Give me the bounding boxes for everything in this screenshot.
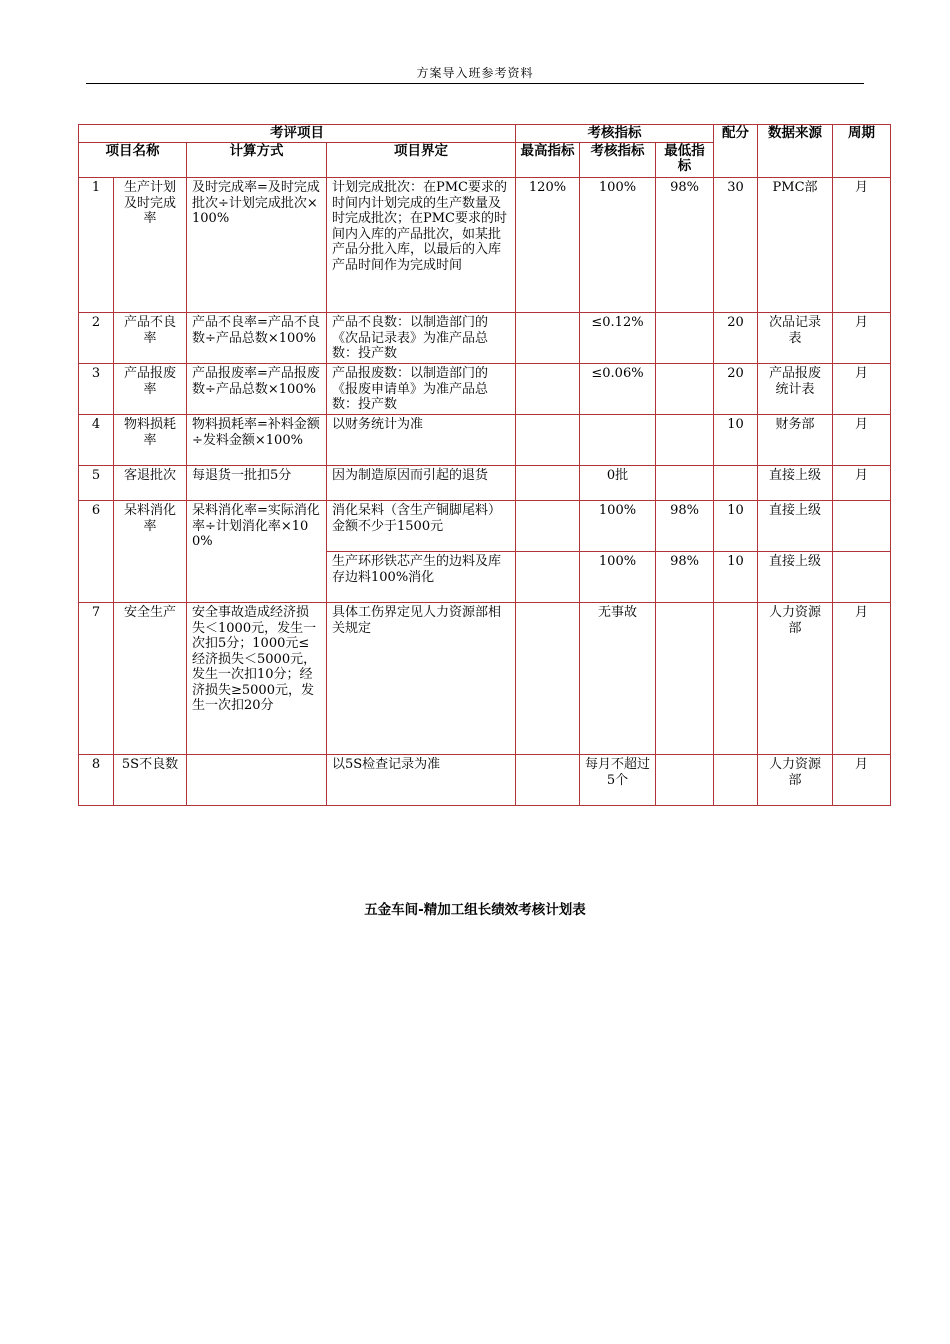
row-target: 无事故 bbox=[580, 603, 656, 755]
row-definition: 生产环形铁芯产生的边料及库存边料100%消化 bbox=[327, 552, 516, 603]
row-period: 月 bbox=[833, 415, 891, 466]
row-definition: 以财务统计为准 bbox=[327, 415, 516, 466]
header-min: 最低指标 bbox=[656, 143, 714, 178]
row-name: 产品报废率 bbox=[114, 364, 187, 415]
row-score: 10 bbox=[714, 415, 758, 466]
row-no: 2 bbox=[79, 313, 114, 364]
row-max bbox=[516, 552, 580, 603]
row-source: 直接上级 bbox=[758, 552, 833, 603]
row-definition: 具体工伤界定见人力资源部相关规定 bbox=[327, 603, 516, 755]
row-max: 120% bbox=[516, 178, 580, 313]
row-period: 月 bbox=[833, 313, 891, 364]
row-max bbox=[516, 755, 580, 806]
row-definition: 以5S检查记录为准 bbox=[327, 755, 516, 806]
row-definition: 因为制造原因而引起的退货 bbox=[327, 466, 516, 501]
row-score: 20 bbox=[714, 313, 758, 364]
row-target: 0批 bbox=[580, 466, 656, 501]
row-no: 6 bbox=[79, 501, 114, 603]
row-score: 10 bbox=[714, 501, 758, 552]
header-method: 计算方式 bbox=[187, 143, 327, 178]
header-item-name: 项目名称 bbox=[79, 143, 187, 178]
row-period: 月 bbox=[833, 755, 891, 806]
table-row bbox=[79, 178, 891, 313]
row-method: 每退货一批扣5分 bbox=[187, 466, 327, 501]
row-name: 5S不良数 bbox=[114, 755, 187, 806]
header-max: 最高指标 bbox=[516, 143, 580, 178]
row-target: 每月不超过5个 bbox=[580, 755, 656, 806]
row-max bbox=[516, 415, 580, 466]
row-target: 100% bbox=[580, 178, 656, 313]
table-row bbox=[79, 603, 891, 755]
row-target: ≤0.12% bbox=[580, 313, 656, 364]
row-name: 物料损耗率 bbox=[114, 415, 187, 466]
row-method: 呆料消化率=实际消化率÷计划消化率×100% bbox=[187, 501, 327, 603]
row-source: 人力资源部 bbox=[758, 755, 833, 806]
plan-title: 五金车间-精加工组长绩效考核计划表 bbox=[364, 902, 586, 918]
header-score: 配分 bbox=[714, 125, 758, 178]
row-max bbox=[516, 313, 580, 364]
row-method: 安全事故造成经济损失＜1000元，发生一次扣5分；1000元≤经济损失＜5000元，发生一次扣10分；经济损失≥5000元，发生一次扣20分 bbox=[187, 603, 327, 755]
row-no: 5 bbox=[79, 466, 114, 501]
row-target: 100% bbox=[580, 501, 656, 552]
row-min: 98% bbox=[656, 501, 714, 552]
row-no: 4 bbox=[79, 415, 114, 466]
row-no: 1 bbox=[79, 178, 114, 313]
row-source: 直接上级 bbox=[758, 501, 833, 552]
row-target: 100% bbox=[580, 552, 656, 603]
row-max bbox=[516, 466, 580, 501]
table-row bbox=[79, 501, 891, 552]
row-no: 8 bbox=[79, 755, 114, 806]
row-no: 7 bbox=[79, 603, 114, 755]
row-no: 3 bbox=[79, 364, 114, 415]
row-max bbox=[516, 603, 580, 755]
row-source: PMC部 bbox=[758, 178, 833, 313]
row-min bbox=[656, 755, 714, 806]
table-row bbox=[79, 415, 891, 466]
row-name: 客退批次 bbox=[114, 466, 187, 501]
row-method bbox=[187, 755, 327, 806]
row-score bbox=[714, 755, 758, 806]
row-max bbox=[516, 501, 580, 552]
row-min bbox=[656, 415, 714, 466]
row-score bbox=[714, 603, 758, 755]
row-definition: 产品报废数：以制造部门的《报废申请单》为准产品总数：投产数 bbox=[327, 364, 516, 415]
row-period: 月 bbox=[833, 364, 891, 415]
header-evaluation-items: 考评项目 bbox=[79, 125, 516, 143]
row-name: 生产计划及时完成率 bbox=[114, 178, 187, 313]
page-header: 方案导入班参考资料 bbox=[86, 64, 864, 84]
row-score: 20 bbox=[714, 364, 758, 415]
kpi-table bbox=[78, 124, 891, 806]
table-row bbox=[79, 755, 891, 806]
header-target: 考核指标 bbox=[580, 143, 656, 178]
header-definition: 项目界定 bbox=[327, 143, 516, 178]
row-definition: 产品不良数：以制造部门的《次品记录表》为准产品总数：投产数 bbox=[327, 313, 516, 364]
row-period bbox=[833, 501, 891, 552]
row-method: 物料损耗率=补料金额÷发料金额×100% bbox=[187, 415, 327, 466]
row-source: 人力资源部 bbox=[758, 603, 833, 755]
row-score: 10 bbox=[714, 552, 758, 603]
row-min bbox=[656, 364, 714, 415]
row-source: 直接上级 bbox=[758, 466, 833, 501]
row-method: 及时完成率=及时完成批次÷计划完成批次×100% bbox=[187, 178, 327, 313]
row-period: 月 bbox=[833, 466, 891, 501]
row-period bbox=[833, 552, 891, 603]
table-row bbox=[79, 313, 891, 364]
row-name: 产品不良率 bbox=[114, 313, 187, 364]
row-score: 30 bbox=[714, 178, 758, 313]
row-min: 98% bbox=[656, 178, 714, 313]
row-method: 产品不良率=产品不良数÷产品总数×100% bbox=[187, 313, 327, 364]
row-method: 产品报废率=产品报废数÷产品总数×100% bbox=[187, 364, 327, 415]
row-source: 财务部 bbox=[758, 415, 833, 466]
row-source: 次品记录表 bbox=[758, 313, 833, 364]
row-name: 呆料消化率 bbox=[114, 501, 187, 603]
row-definition: 计划完成批次：在PMC要求的时间内计划完成的生产数量及时完成批次；在PMC要求的时间内入库的产品批次，如某批产品分批入库，以最后的入库产品时间作为完成时间 bbox=[327, 178, 516, 313]
header-source: 数据来源 bbox=[758, 125, 833, 178]
row-target: ≤0.06% bbox=[580, 364, 656, 415]
row-definition: 消化呆料（含生产铜脚尾料）金额不少于1500元 bbox=[327, 501, 516, 552]
row-min bbox=[656, 466, 714, 501]
group-header-row bbox=[79, 125, 891, 143]
row-min: 98% bbox=[656, 552, 714, 603]
table-row bbox=[79, 364, 891, 415]
header-indicators: 考核指标 bbox=[516, 125, 714, 143]
row-source: 产品报废统计表 bbox=[758, 364, 833, 415]
row-period: 月 bbox=[833, 603, 891, 755]
table-row bbox=[79, 466, 891, 501]
row-score bbox=[714, 466, 758, 501]
row-max bbox=[516, 364, 580, 415]
row-min bbox=[656, 603, 714, 755]
row-name: 安全生产 bbox=[114, 603, 187, 755]
row-period: 月 bbox=[833, 178, 891, 313]
row-target bbox=[580, 415, 656, 466]
header-period: 周期 bbox=[833, 125, 891, 178]
row-min bbox=[656, 313, 714, 364]
